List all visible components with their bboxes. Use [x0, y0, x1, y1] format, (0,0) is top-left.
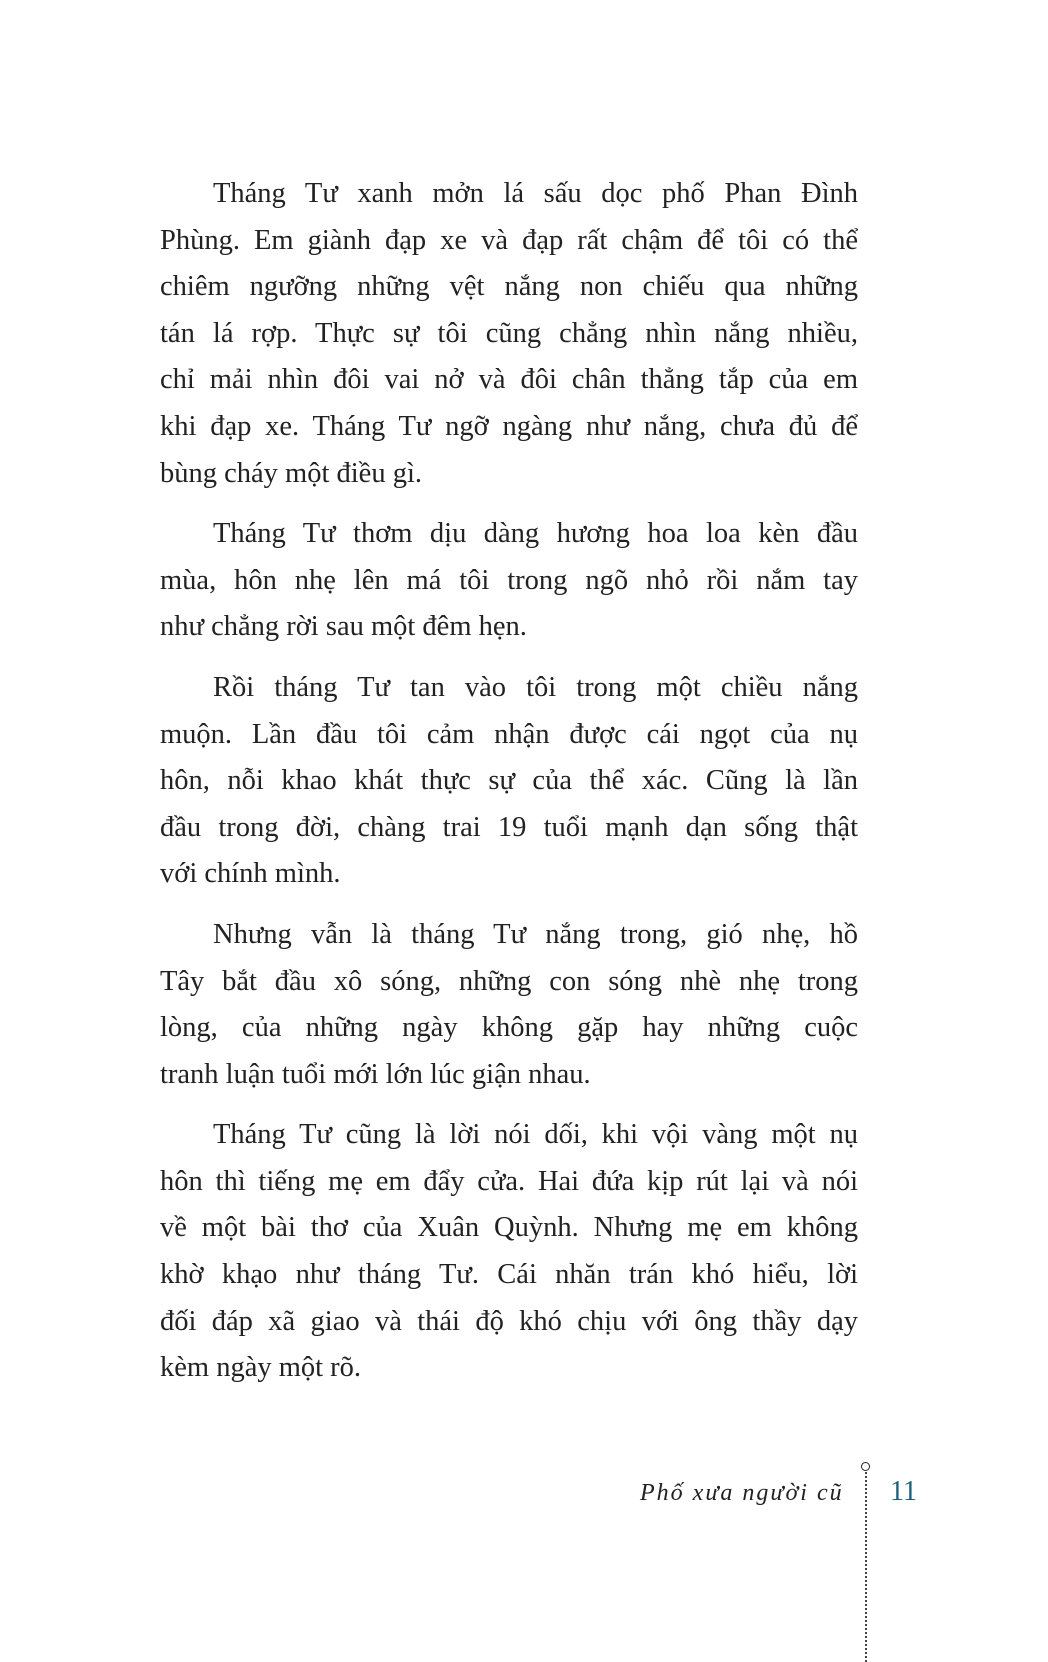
text-line: Tây bắt đầu xô sóng, những con sóng nhè nhẹ trong	[160, 965, 858, 997]
paragraph	[160, 912, 858, 1098]
text-line: về một bài thơ của Xuân Quỳnh. Nhưng mẹ em không	[160, 1212, 858, 1244]
text-line: khi đạp xe. Tháng Tư ngỡ ngàng như nắng, chưa đủ để	[160, 410, 858, 442]
text-line: như chẳng rời sau một đêm hẹn.	[160, 611, 527, 643]
footer-rule-dot	[861, 1462, 870, 1471]
text-line: kèm ngày một rõ.	[160, 1352, 362, 1384]
paragraph	[160, 665, 858, 898]
text-line: mùa, hôn nhẹ lên má tôi trong ngõ nhỏ rồi nắm tay	[160, 564, 858, 596]
running-footer-title: Phố xưa người cũ	[640, 1480, 844, 1506]
text-line: bùng cháy một điều gì.	[160, 457, 422, 489]
paragraph	[160, 1112, 858, 1392]
text-line: chiêm ngưỡng những vệt nắng non chiếu qua những	[160, 271, 858, 303]
text-line: muộn. Lần đầu tôi cảm nhận được cái ngọt của nụ	[160, 718, 858, 750]
text-line: đối đáp xã giao và thái độ khó chịu với ông thầy dạy	[160, 1305, 858, 1337]
text-line: Rồi tháng Tư tan vào tôi trong một chiều nắng	[213, 671, 858, 703]
paragraph	[160, 511, 858, 651]
text-line: Tháng Tư thơm dịu dàng hương hoa loa kèn đầu	[213, 518, 858, 550]
text-line: Tháng Tư xanh mởn lá sấu dọc phố Phan Đình	[213, 178, 858, 209]
text-line: lòng, của những ngày không gặp hay những cuộc	[160, 1012, 858, 1044]
text-line: đầu trong đời, chàng trai 19 tuổi mạnh dạn sống thật	[160, 811, 858, 843]
text-line: Tháng Tư cũng là lời nói dối, khi vội vàng một nụ	[213, 1119, 858, 1151]
page-number: 11	[890, 1476, 917, 1507]
text-line: tranh luận tuổi mới lớn lúc giận nhau.	[160, 1058, 591, 1090]
body-text	[160, 171, 858, 1406]
text-line: Nhưng vẫn là tháng Tư nắng trong, gió nhẹ, hồ	[213, 918, 858, 950]
text-line: hôn thì tiếng mẹ em đẩy cửa. Hai đứa kịp rút lại và nói	[160, 1165, 858, 1197]
text-line: tán lá rợp. Thực sự tôi cũng chẳng nhìn nắng nhiều,	[160, 317, 858, 349]
paragraph	[160, 171, 858, 497]
text-line: chỉ mải nhìn đôi vai nở và đôi chân thẳng tắp của em	[160, 364, 858, 396]
text-line: hôn, nỗi khao khát thực sự của thể xác. Cũng là lần	[160, 765, 858, 797]
text-line: với chính mình.	[160, 858, 341, 890]
footer-dotted-rule	[865, 1472, 867, 1662]
text-line: Phùng. Em giành đạp xe và đạp rất chậm để tôi có thể	[160, 224, 858, 256]
text-line: khờ khạo như tháng Tư. Cái nhăn trán khó hiểu, lời	[160, 1259, 858, 1291]
